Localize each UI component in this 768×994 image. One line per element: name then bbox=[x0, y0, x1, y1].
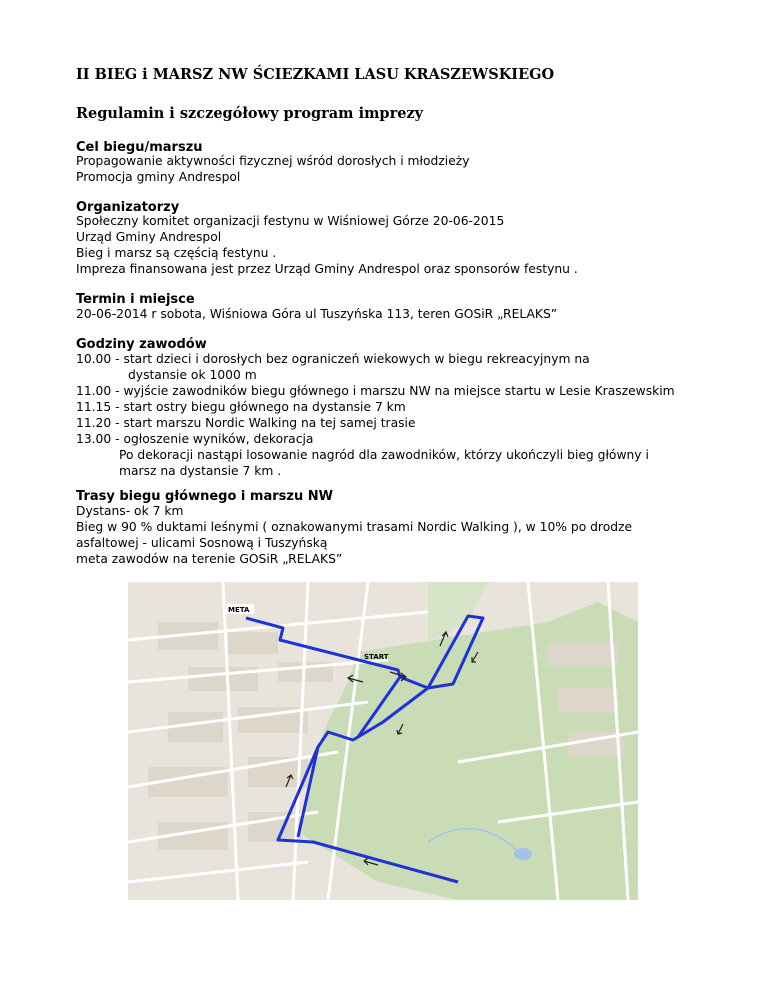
schedule-item: 10.00 - start dzieci i dorosłych bez ograniczeń wiekowych w biegu rekreacyjnym na bbox=[76, 352, 590, 366]
org-line: Urząd Gminy Andrespol bbox=[76, 230, 222, 244]
section-heading-trasy: Trasy biegu głównego i marszu NW bbox=[76, 489, 333, 504]
trasy-line: asfaltowej - ulicami Sosnową i Tuszyńską bbox=[76, 536, 328, 550]
schedule-note: marsz na dystansie 7 km . bbox=[119, 464, 282, 478]
trasy-line: Bieg w 90 % duktami leśnymi ( oznakowanymi trasami Nordic Walking ), w 10% po drodze bbox=[76, 520, 633, 534]
document-subtitle: Regulamin i szczegółowy program imprezy bbox=[76, 105, 424, 122]
section-heading-godziny: Godziny zawodów bbox=[76, 337, 207, 352]
org-line: Bieg i marsz są częścią festynu . bbox=[76, 246, 277, 260]
schedule-item: 11.20 - start marszu Nordic Walking na tej samej trasie bbox=[76, 416, 416, 430]
section-heading-organizatorzy: Organizatorzy bbox=[76, 200, 180, 215]
trasy-line: Dystans- ok 7 km bbox=[76, 504, 184, 518]
schedule-item: 13.00 - ogłoszenie wyników, dekoracja bbox=[76, 432, 314, 446]
cel-line: Promocja gminy Andrespol bbox=[76, 170, 241, 184]
trasy-line: meta zawodów na terenie GOSiR „RELAKS” bbox=[76, 552, 343, 566]
schedule-item: 11.15 - start ostry biegu głównego na dystansie 7 km bbox=[76, 400, 406, 414]
section-heading-cel: Cel biegu/marszu bbox=[76, 140, 203, 155]
schedule-item: 11.00 - wyjście zawodników biegu głównego i marszu NW na miejsce startu w Lesie Kraszewskim bbox=[76, 384, 675, 398]
schedule-note: Po dekoracji nastąpi losowanie nagród dla zawodników, którzy ukończyli bieg główny i bbox=[119, 448, 649, 462]
org-line: Społeczny komitet organizacji festynu w Wiśniowej Górze 20-06-2015 bbox=[76, 214, 505, 228]
schedule-item-continued: dystansie ok 1000 m bbox=[128, 368, 257, 382]
start-label: START bbox=[364, 653, 389, 661]
meta-label: META bbox=[228, 606, 250, 614]
route-map bbox=[128, 582, 638, 900]
termin-line: 20-06-2014 r sobota, Wiśniowa Góra ul Tuszyńska 113, teren GOSiR „RELAKS” bbox=[76, 307, 558, 321]
section-heading-termin: Termin i miejsce bbox=[76, 292, 195, 307]
org-line: Impreza finansowana jest przez Urząd Gminy Andrespol oraz sponsorów festynu . bbox=[76, 262, 578, 276]
cel-line: Propagowanie aktywności fizycznej wśród dorosłych i młodzieży bbox=[76, 154, 470, 168]
document-title: II BIEG i MARSZ NW ŚCIEZKAMI LASU KRASZEWSKIEGO bbox=[76, 66, 555, 83]
